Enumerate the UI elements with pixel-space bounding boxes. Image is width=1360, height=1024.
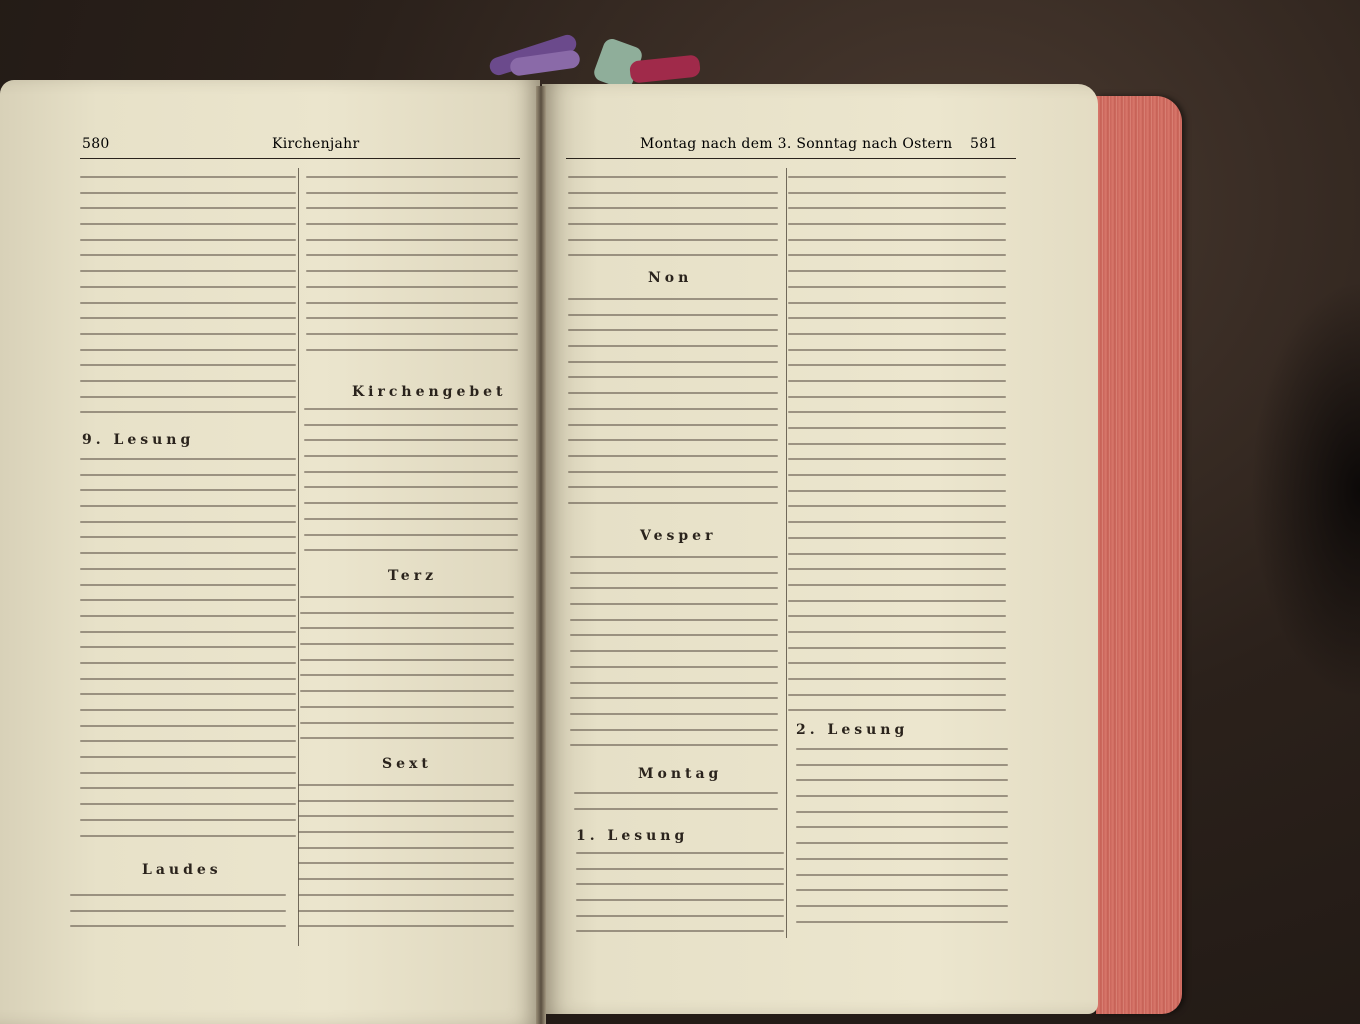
right-page-number: 581 bbox=[970, 136, 998, 152]
right-col-2-text-bottom bbox=[796, 748, 1008, 936]
left-header-rule bbox=[80, 158, 520, 159]
left-running-head: Kirchenjahr bbox=[272, 136, 360, 152]
left-col-2-text-terz bbox=[300, 596, 514, 753]
heading-sext: Sext bbox=[382, 756, 432, 772]
heading-2-lesung: 2. Lesung bbox=[796, 722, 909, 738]
heading-1-lesung: 1. Lesung bbox=[576, 828, 689, 844]
heading-9-lesung: 9. Lesung bbox=[82, 432, 195, 448]
left-col-2-text-top bbox=[306, 176, 518, 364]
page-edges bbox=[1096, 96, 1182, 1014]
left-col-1-text-bottom bbox=[70, 894, 286, 941]
right-col-1-text-non bbox=[568, 298, 778, 518]
right-col-1-text-montag bbox=[574, 792, 778, 823]
right-col-1-text-vesper bbox=[570, 556, 778, 760]
left-col-2-text-middle bbox=[304, 408, 518, 565]
left-page-number: 580 bbox=[82, 136, 110, 152]
left-col-1-text-top bbox=[80, 176, 296, 427]
book-gutter bbox=[536, 86, 546, 1024]
right-column-rule bbox=[786, 168, 787, 938]
right-col-1-text-top bbox=[568, 176, 778, 270]
background-object-shadow bbox=[1250, 280, 1360, 700]
heading-terz: Terz bbox=[388, 568, 438, 584]
heading-vesper: Vesper bbox=[640, 528, 717, 544]
heading-non: Non bbox=[648, 270, 693, 286]
heading-montag: Montag bbox=[638, 766, 723, 782]
left-col-2-text-sext bbox=[298, 784, 514, 941]
heading-laudes: Laudes bbox=[142, 862, 222, 878]
right-running-head: Montag nach dem 3. Sonntag nach Ostern bbox=[640, 136, 953, 152]
right-col-2-text-top bbox=[788, 176, 1006, 725]
right-header-rule bbox=[566, 158, 1016, 159]
left-col-1-text-middle bbox=[80, 458, 296, 850]
right-col-1-text-bottom bbox=[576, 852, 784, 946]
heading-kirchengebet: Kirchengebet bbox=[352, 384, 507, 400]
